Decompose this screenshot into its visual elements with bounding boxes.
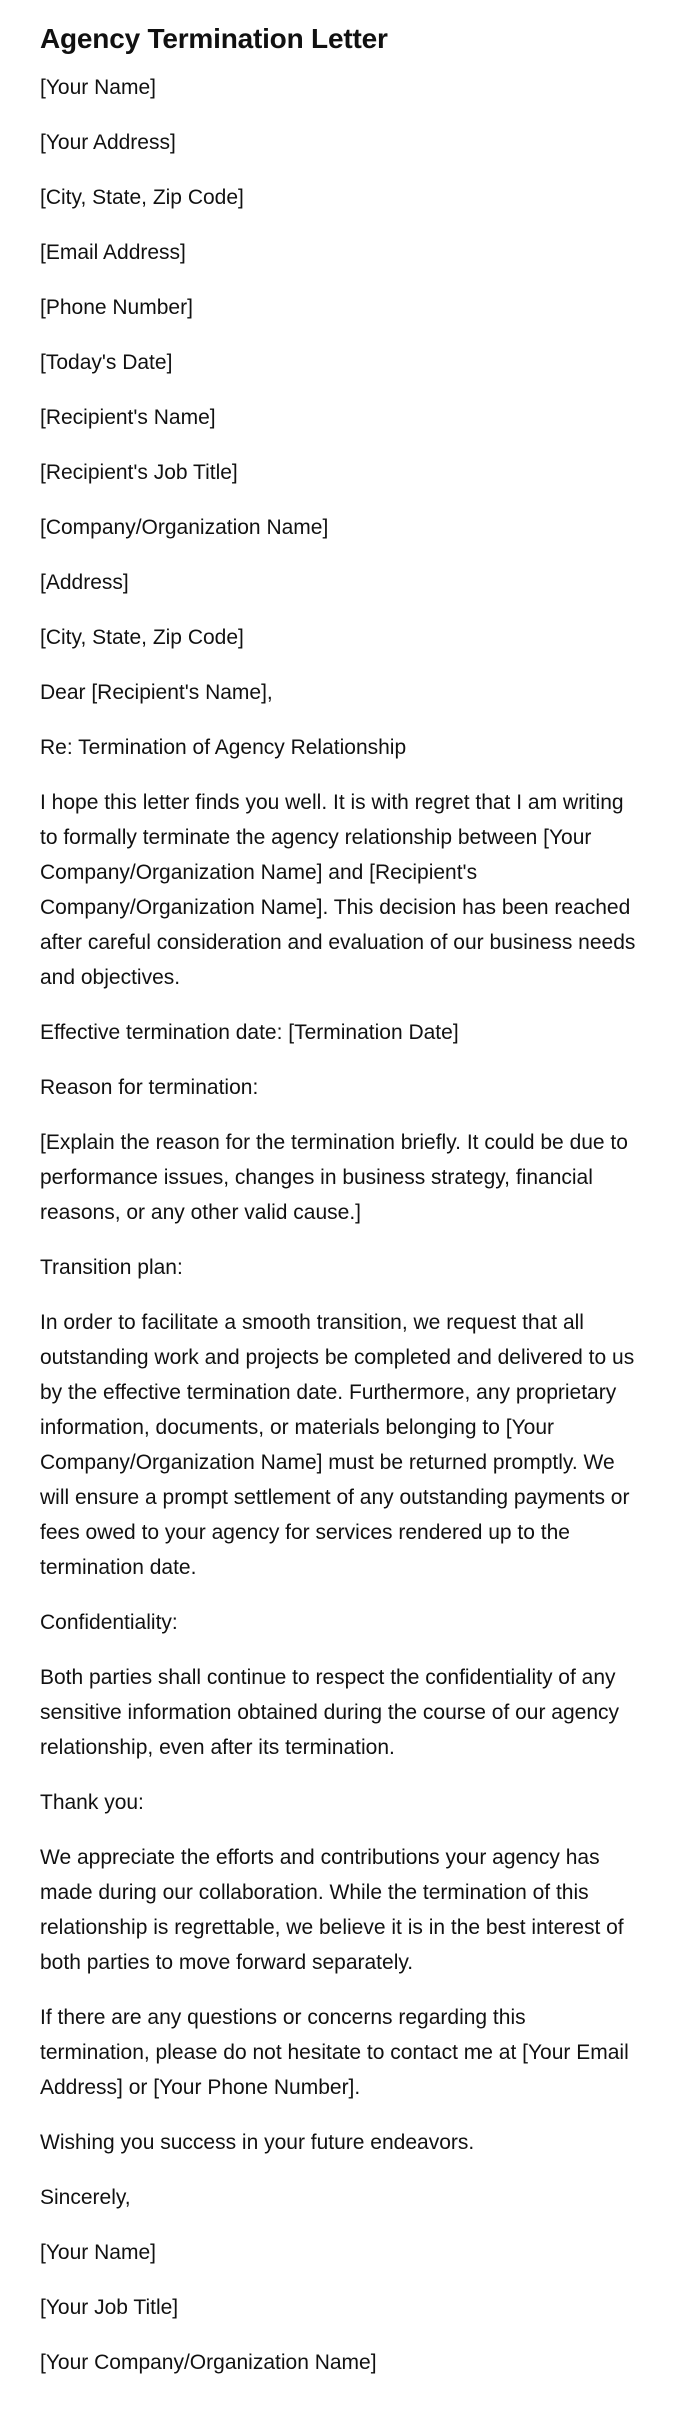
sender-city-state-zip: [City, State, Zip Code] [40,186,244,209]
sender-address: [Your Address] [40,131,176,154]
sender-email: [Email Address] [40,241,186,264]
thanks-heading: Thank you: [40,1791,144,1814]
transition-heading: Transition plan: [40,1256,183,1279]
closing-company: [Your Company/Organization Name] [40,2351,377,2374]
sign-off: Sincerely, [40,2186,131,2209]
recipient-address: [Address] [40,571,129,594]
sender-name: [Your Name] [40,76,156,99]
sender-phone: [Phone Number] [40,296,193,319]
letter-title: Agency Termination Letter [40,23,388,54]
reason-paragraph: [Explain the reason for the termination briefly. It could be due to performance issues, changes in business strategy, financial reasons, or any other valid cause.] [40,1131,628,1224]
recipient-city-state-zip: [City, State, Zip Code] [40,626,244,649]
subject-line: Re: Termination of Agency Relationship [40,736,407,759]
wishes-line: Wishing you success in your future endeavors. [40,2131,475,2154]
confidentiality-paragraph: Both parties shall continue to respect the confidentiality of any sensitive information obtained during the course of our agency relationship, even after its termination. [40,1666,620,1759]
effective-date: Effective termination date: [Termination Date] [40,1021,459,1044]
letter-date: [Today's Date] [40,351,173,374]
recipient-job-title: [Recipient's Job Title] [40,461,238,484]
transition-paragraph: In order to facilitate a smooth transition, we request that all outstanding work and projects be completed and delivered to us by the effective termination date. Furthermore, any proprietary information, documents, or materials belonging to [Your Company/Organization Name] must be returned promptly. We will ensure a prompt settlement of any outstanding payments or fees owed to your agency for services rendered up to the termination date. [40,1311,635,1579]
closing-name: [Your Name] [40,2241,156,2264]
reason-heading: Reason for termination: [40,1076,259,1099]
recipient-company: [Company/Organization Name] [40,516,329,539]
intro-paragraph: I hope this letter finds you well. It is with regret that I am writing to formally terminate the agency relationship between [Your Company/Organization Name] and [Recipient's Company/Organization Name]. This decision has been reached after careful consideration and evaluation of our business needs and objectives. [40,791,636,989]
contact-paragraph: If there are any questions or concerns regarding this termination, please do not hesitate to contact me at [Your Email Address] or [Your Phone Number]. [40,2006,629,2099]
closing-job-title: [Your Job Title] [40,2296,179,2319]
confidentiality-heading: Confidentiality: [40,1611,178,1634]
thanks-paragraph: We appreciate the efforts and contributions your agency has made during our collaboration. While the termination of this relationship is regrettable, we believe it is in the best interest of both parties to move forward separately. [40,1846,624,1974]
recipient-name: [Recipient's Name] [40,406,216,429]
salutation: Dear [Recipient's Name], [40,681,273,704]
